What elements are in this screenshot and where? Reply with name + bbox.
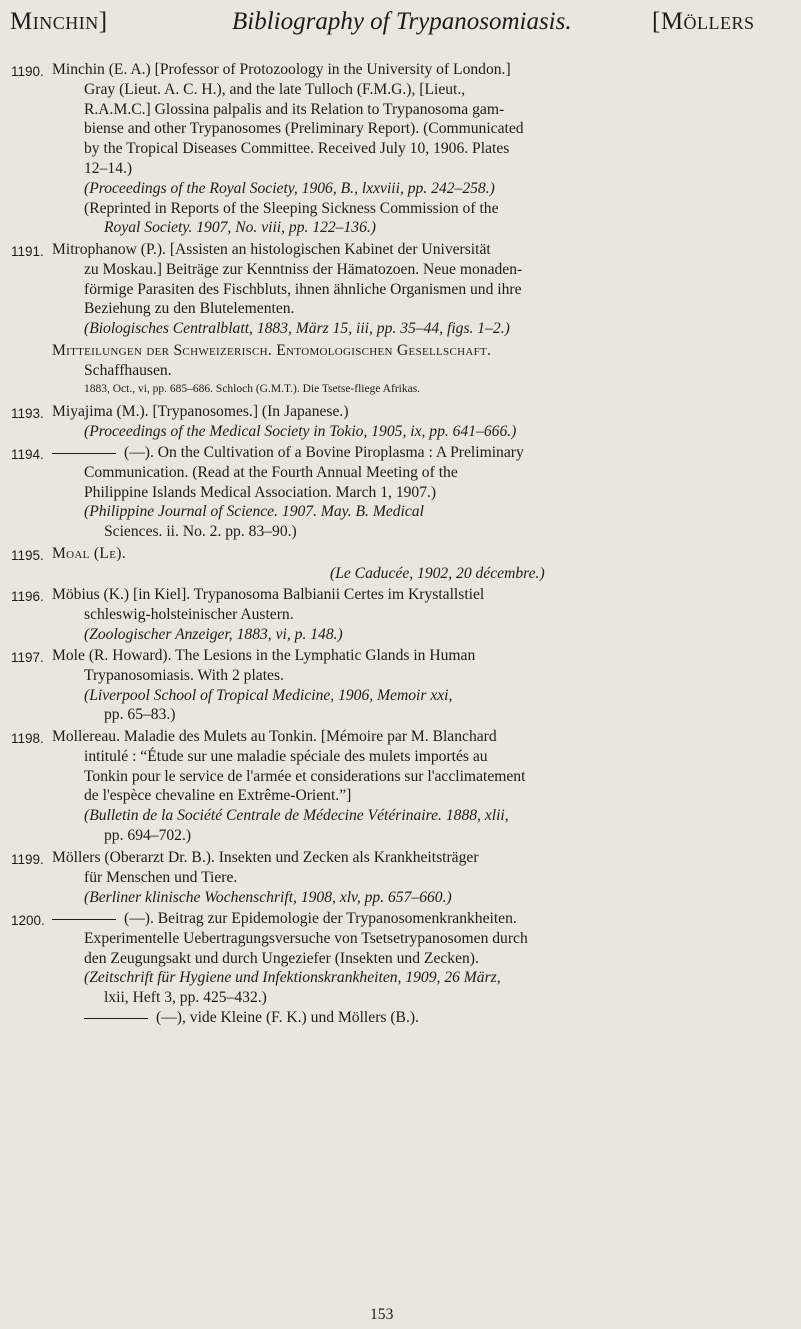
entry-1191 xyxy=(11,240,772,339)
entry-citation: (Reprinted in Reports of the Sleeping Sickness Commission of the xyxy=(84,199,499,217)
entry-1198 xyxy=(11,727,772,846)
entry-line: Möbius (K.) [in Kiel]. Trypanosoma Balbianii Certes im Krystallstiel xyxy=(52,586,485,603)
entry-note: 1883, Oct., vi, pp. 685–686. Schloch (G.M.T.). Die Tsetse-fliege Afrikas. xyxy=(84,382,421,395)
entry-line: (—). Beitrag zur Epidemologie der Trypanosomenkrankheiten. xyxy=(124,910,517,927)
entry-line: Beziehung zu den Blutelementen. xyxy=(84,300,295,318)
entry-citation: (Bulletin de la Société Centrale de Médecine Vétérinaire. 1888, xlii, xyxy=(84,807,509,825)
entry-number: 1197. xyxy=(11,650,44,665)
entry-citation: Sciences. ii. No. 2. pp. 83–90.) xyxy=(104,523,297,541)
entry-citation: (Zeitschrift für Hygiene und Infektionskrankheiten, 1909, 26 März, xyxy=(84,969,501,987)
entry-line: intitulé : “Étude sur une maladie spéciale des mulets importés au xyxy=(84,747,488,765)
entry-1199 xyxy=(11,848,772,907)
entry-citation: pp. 694–702.) xyxy=(104,826,192,844)
entry-number: 1194. xyxy=(11,447,44,462)
entry-line: Philippine Islands Medical Association. March 1, 1907.) xyxy=(84,483,437,501)
entry-line: Mollereau. Maladie des Mulets au Tonkin. [Mémoire par M. Blanchard xyxy=(52,728,497,745)
entry-number: 1190. xyxy=(11,64,44,79)
entry-line: de l'espèce chevaline en Extrême-Orient.”] xyxy=(84,787,352,805)
entry-line: by the Tropical Diseases Committee. Received July 10, 1906. Plates xyxy=(84,140,510,158)
entry-line: Mitrophanow (P.). [Assisten an histologischen Kabinet der Universität xyxy=(52,241,491,258)
entry-line: (—), vide Kleine (F. K.) und Möllers (B.). xyxy=(156,1008,419,1026)
entry-line: Trypanosomiasis. With 2 plates. xyxy=(84,666,284,684)
entry-line: Experimentelle Uebertragungsversuche von Tsetsetrypanosomen durch xyxy=(84,929,528,947)
entry-line: Communication. (Read at the Fourth Annual Meeting of the xyxy=(84,463,458,481)
entry-citation: (Liverpool School of Tropical Medicine, 1906, Memoir xxi, xyxy=(84,686,453,704)
entry-line: schleswig-holsteinischer Austern. xyxy=(84,605,294,623)
entry-number: 1200. xyxy=(11,913,45,928)
entry-number: 1193. xyxy=(11,406,44,421)
entry-citation: lxii, Heft 3, pp. 425–432.) xyxy=(104,989,267,1007)
ditto-dash xyxy=(84,1018,148,1019)
entry-line: Gray (Lieut. A. C. H.), and the late Tulloch (F.M.G.), [Lieut., xyxy=(84,80,466,98)
entry-line: 12–14.) xyxy=(84,159,133,177)
page-number: 153 xyxy=(370,1306,394,1323)
entry-number: 1195. xyxy=(11,548,44,563)
entry-line: Miyajima (M.). [Trypanosomes.] (In Japanese.) xyxy=(52,403,349,420)
entry-1195 xyxy=(11,544,772,584)
running-header xyxy=(0,6,801,46)
entry-line: zu Moskau.] Beiträge zur Kenntniss der Hämatozoen. Neue monaden- xyxy=(84,260,523,278)
ditto-dash xyxy=(52,453,116,454)
entry-citation: pp. 65–83.) xyxy=(104,706,176,724)
entry-mitteilungen xyxy=(52,341,772,398)
entry-line: Möllers (Oberarzt Dr. B.). Insekten und Zecken als Krankheitsträger xyxy=(52,849,479,866)
entry-number: 1191. xyxy=(11,244,44,259)
entry-line: Moal (Le). xyxy=(52,545,126,562)
entry-citation: (Le Caducée, 1902, 20 décembre.) xyxy=(330,564,545,582)
entry-citation: (Proceedings of the Royal Society, 1906, B., lxxviii, pp. 242–258.) xyxy=(84,179,495,197)
header-right: [Möllers xyxy=(652,8,755,35)
entry-citation: Royal Society. 1907, No. viii, pp. 122–136.) xyxy=(104,219,376,237)
entry-citation: (Biologisches Centralblatt, 1883, März 15, iii, pp. 35–44, figs. 1–2.) xyxy=(84,320,510,338)
entry-line: Minchin (E. A.) [Professor of Protozoology in the University of London.] xyxy=(52,61,511,78)
entry-line: für Menschen und Tiere. xyxy=(84,868,238,886)
entry-1194 xyxy=(11,443,772,542)
entry-number: 1198. xyxy=(11,731,44,746)
entry-1193 xyxy=(11,402,772,442)
entry-1196 xyxy=(11,585,772,644)
entry-line: Mole (R. Howard). The Lesions in the Lymphatic Glands in Human xyxy=(52,647,476,664)
entry-citation: (Berliner klinische Wochenschrift, 1908, xlv, pp. 657–660.) xyxy=(84,888,452,906)
ditto-dash xyxy=(52,919,116,920)
header-title: Bibliography of Trypanosomiasis. xyxy=(232,8,572,35)
entry-line: Mitteilungen der Schweizerisch. Entomologischen Gesellschaft. xyxy=(52,342,492,359)
entry-line: (—). On the Cultivation of a Bovine Piroplasma : A Preliminary xyxy=(124,444,524,461)
entry-1190 xyxy=(11,60,772,238)
entry-1197 xyxy=(11,646,772,725)
entry-citation: (Zoologischer Anzeiger, 1883, vi, p. 148.) xyxy=(84,625,343,643)
entry-citation: (Philippine Journal of Science. 1907. May. B. Medical xyxy=(84,503,424,521)
entry-line: förmige Parasiten des Fischbluts, ihnen ähnliche Organismen und ihre xyxy=(84,280,522,298)
entry-line: Schaffhausen. xyxy=(84,361,172,379)
entry-line: R.A.M.C.] Glossina palpalis and its Relation to Trypanosoma gam- xyxy=(84,100,505,118)
header-left: Minchin] xyxy=(10,8,108,35)
entry-1200 xyxy=(11,909,772,1028)
entry-citation: (Proceedings of the Medical Society in Tokio, 1905, ix, pp. 641–666.) xyxy=(84,422,517,440)
entry-number: 1199. xyxy=(11,852,44,867)
entry-line: biense and other Trypanosomes (Preliminary Report). (Communicated xyxy=(84,120,524,138)
entry-line: Tonkin pour le service de l'armée et considerations sur l'acclimatement xyxy=(84,767,526,785)
entry-line: den Zeugungsakt und durch Ungeziefer (Insekten und Zecken). xyxy=(84,949,479,967)
entry-number: 1196. xyxy=(11,589,44,604)
